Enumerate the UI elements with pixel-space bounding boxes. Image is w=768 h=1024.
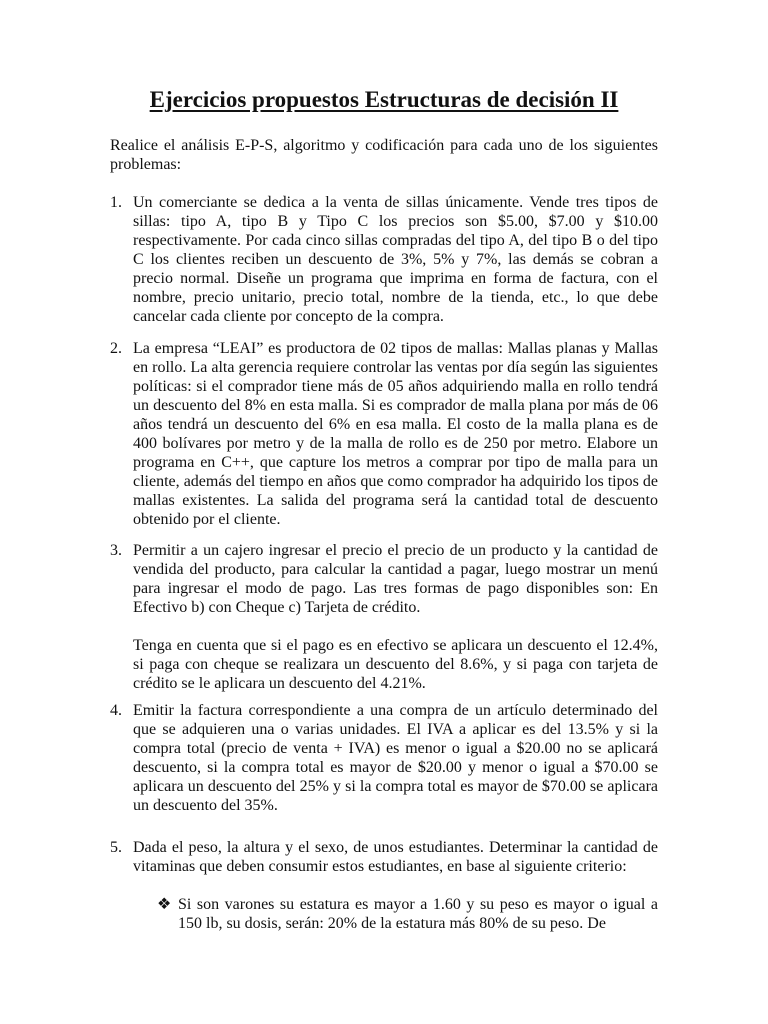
exercise-1 <box>110 193 658 326</box>
exercise-text: Un comerciante se dedica a la venta de sillas únicamente. Vende tres tipos de sillas: tipo A, tipo B y Tipo C los precios son $5.00, $7.00 y $10.00 respectivamente. Por cada cinco sillas compradas del tipo A, del tipo B o del tipo C los clientes reciben un descuento de 3%, 5% y 7%, las demás se cobran a precio normal. Diseñe un programa que imprima en forma de factura, con el nombre, precio unitario, precio total, nombre de la tienda, etc., lo que debe cancelar cada cliente por concepto de la compra. <box>133 194 658 325</box>
exercise-number: 2. <box>110 340 122 357</box>
exercise-number: 4. <box>110 702 122 719</box>
document-title: Ejercicios propuestos Estructuras de decisión II <box>149 87 619 112</box>
exercise-note: Tenga en cuenta que si el pago es en efectivo se aplicara un descuento el 12.4%, si paga con cheque se realizara un descuento del 8.6%, y si paga con tarjeta de crédito se le aplicara un descuento del 4.21%. <box>133 637 658 692</box>
exercise-text: Dada el peso, la altura y el sexo, de unos estudiantes. Determinar la cantidad de vitaminas que deben consumir estos estudiantes, en base al siguiente criterio: <box>133 839 658 875</box>
exercise-number: 1. <box>110 194 122 211</box>
exercise-text: Permitir a un cajero ingresar el precio el precio de un producto y la cantidad de vendida del producto, para calcular la cantidad a pagar, luego mostrar un menú para ingresar el modo de pago. Las tres formas de pago disponibles son: En Efectivo b) con Cheque c) Tarjeta de crédito. <box>133 542 658 616</box>
exercise-4 <box>110 701 658 815</box>
intro-paragraph: Realice el análisis E-P-S, algoritmo y codificación para cada uno de los siguientes problemas: <box>110 137 658 173</box>
exercise-3 <box>110 541 658 693</box>
diamond-bullet-icon: ❖ <box>157 896 172 913</box>
criteria-bullet <box>157 895 658 933</box>
exercise-text: La empresa “LEAI” es productora de 02 tipos de mallas: Mallas planas y Mallas en rollo. La alta gerencia requiere controlar las ventas por día según las siguientes políticas: si el comprador tiene más de 05 años adquiriendo malla en rollo tendrá un descuento del 8% en esta malla. Si es comprador de malla plana por más de 06 años tendrá un descuento del 6% en esa malla. El costo de la malla plana es de 400 bolívares por metro y de la malla de rollo es de 250 por metro. Elabore un programa en C++, que capture los metros a comprar por tipo de malla para un cliente, además del tiempo en años que como comprador ha adquirido los tipos de mallas existentes. La salida del programa será la cantidad total de descuento obtenido por el cliente. <box>133 340 658 528</box>
exercise-number: 3. <box>110 542 122 559</box>
exercise-text: Emitir la factura correspondiente a una compra de un artículo determinado del que se adquieren una o varias unidades. El IVA a aplicar es del 13.5% y si la compra total (precio de venta + IVA) es menor o igual a $20.00 no se aplicará descuento, si la compra total es mayor de $20.00 y menor o igual a $70.00 se aplicara un descuento del 25% y si la compra total es mayor de $70.00 se aplicara un descuento del 35%. <box>133 702 658 814</box>
exercise-2 <box>110 339 658 529</box>
exercise-5 <box>110 838 658 876</box>
criteria-text: Si son varones su estatura es mayor a 1.60 y su peso es mayor o igual a 150 lb, su dosis, serán: 20% de la estatura más 80% de su peso. De <box>178 896 658 932</box>
exercise-number: 5. <box>110 839 122 856</box>
